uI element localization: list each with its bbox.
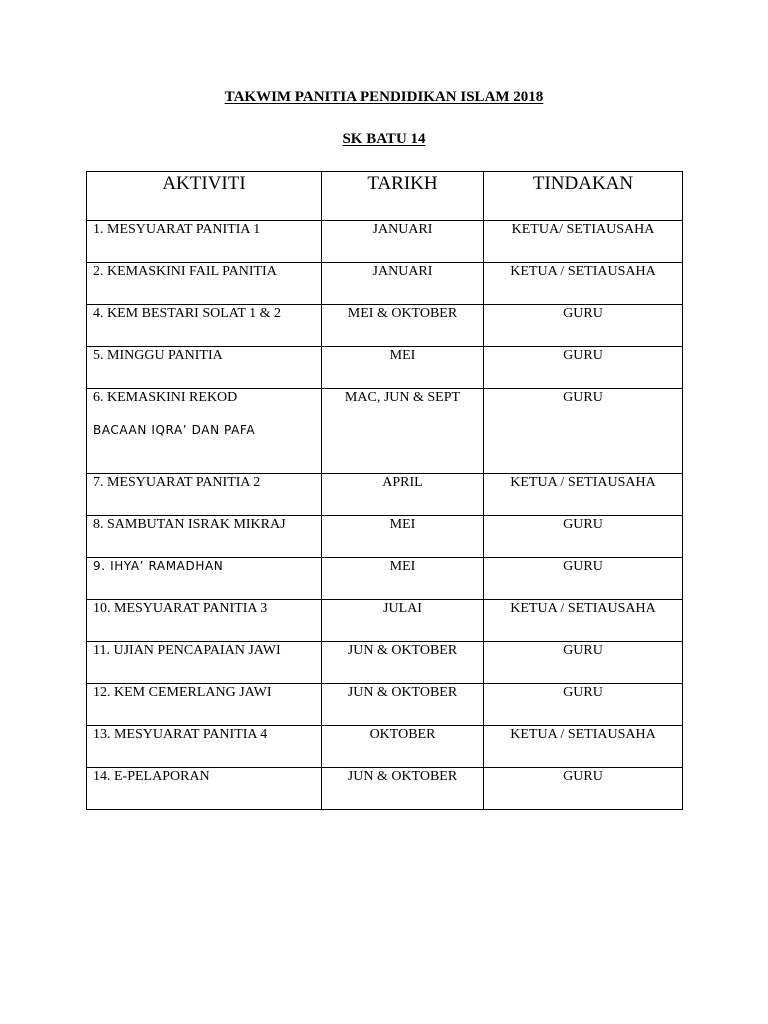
aktiviti-text: 14. E-PELAPORAN [93, 769, 210, 784]
table-row [87, 389, 683, 474]
cell-aktiviti [87, 726, 322, 768]
table-row [87, 558, 683, 600]
cell-tindakan: GURU [484, 642, 683, 684]
cell-tarikh: MEI & OKTOBER [322, 305, 484, 347]
cell-tarikh: JUN & OKTOBER [322, 642, 484, 684]
table-header-row [87, 172, 683, 221]
table-row [87, 474, 683, 516]
cell-tindakan: KETUA/ SETIAUSAHA [484, 221, 683, 263]
cell-aktiviti [87, 642, 322, 684]
cell-tindakan: KETUA / SETIAUSAHA [484, 474, 683, 516]
cell-aktiviti [87, 347, 322, 389]
cell-tindakan: KETUA / SETIAUSAHA [484, 263, 683, 305]
header-tarikh: TARIKH [322, 172, 484, 221]
cell-tarikh: MEI [322, 347, 484, 389]
cell-tindakan: KETUA / SETIAUSAHA [484, 726, 683, 768]
table-row [87, 263, 683, 305]
cell-aktiviti [87, 305, 322, 347]
aktiviti-text: 8. SAMBUTAN ISRAK MIKRAJ [93, 517, 286, 532]
cell-tindakan: KETUA / SETIAUSAHA [484, 600, 683, 642]
aktiviti-text: 7. MESYUARAT PANITIA 2 [93, 475, 261, 490]
cell-aktiviti [87, 516, 322, 558]
cell-aktiviti [87, 768, 322, 810]
aktiviti-text: 12. KEM CEMERLANG JAWI [93, 685, 272, 700]
cell-tarikh: APRIL [322, 474, 484, 516]
aktiviti-text: 2. KEMASKINI FAIL PANITIA [93, 264, 277, 279]
table-body [87, 221, 683, 810]
cell-tarikh: MEI [322, 516, 484, 558]
table-row [87, 305, 683, 347]
table-row [87, 600, 683, 642]
aktiviti-text: 11. UJIAN PENCAPAIAN JAWI [93, 643, 281, 658]
cell-aktiviti [87, 263, 322, 305]
aktiviti-text-line2: BACAAN IQRA’ DAN PAFA [93, 423, 256, 437]
cell-tindakan: GURU [484, 305, 683, 347]
cell-tarikh: JANUARI [322, 263, 484, 305]
cell-tindakan: GURU [484, 516, 683, 558]
aktiviti-text: 9. IHYA’ RAMADHAN [93, 559, 224, 573]
cell-tindakan: GURU [484, 558, 683, 600]
cell-tarikh: OKTOBER [322, 726, 484, 768]
table-row [87, 516, 683, 558]
cell-aktiviti [87, 684, 322, 726]
aktiviti-text: 10. MESYUARAT PANITIA 3 [93, 601, 268, 616]
aktiviti-text: 1. MESYUARAT PANITIA 1 [93, 222, 261, 237]
table-row [87, 684, 683, 726]
aktiviti-text: 13. MESYUARAT PANITIA 4 [93, 727, 268, 742]
table-row [87, 768, 683, 810]
cell-tarikh: JULAI [322, 600, 484, 642]
aktiviti-text: 5. MINGGU PANITIA [93, 348, 223, 363]
cell-aktiviti [87, 221, 322, 263]
cell-tarikh: MAC, JUN & SEPT [322, 389, 484, 474]
cell-tarikh: JUN & OKTOBER [322, 768, 484, 810]
cell-aktiviti [87, 474, 322, 516]
cell-aktiviti [87, 600, 322, 642]
cell-aktiviti [87, 389, 322, 474]
aktiviti-text: 4. KEM BESTARI SOLAT 1 & 2 [93, 306, 282, 321]
cell-tarikh: JANUARI [322, 221, 484, 263]
cell-tarikh: MEI [322, 558, 484, 600]
cell-tarikh: JUN & OKTOBER [322, 684, 484, 726]
cell-tindakan: GURU [484, 768, 683, 810]
table-row [87, 221, 683, 263]
document-title: TAKWIM PANITIA PENDIDIKAN ISLAM 2018 [224, 89, 544, 105]
cell-tindakan: GURU [484, 684, 683, 726]
aktiviti-text: 6. KEMASKINI REKOD [93, 390, 238, 405]
table-row [87, 726, 683, 768]
cell-aktiviti [87, 558, 322, 600]
table-row [87, 347, 683, 389]
header-tindakan: TINDAKAN [484, 172, 683, 221]
cell-tindakan: GURU [484, 389, 683, 474]
takwim-table [86, 171, 683, 810]
table-row [87, 642, 683, 684]
cell-tindakan: GURU [484, 347, 683, 389]
document-subtitle: SK BATU 14 [342, 131, 426, 147]
header-aktiviti: AKTIVITI [87, 172, 322, 221]
